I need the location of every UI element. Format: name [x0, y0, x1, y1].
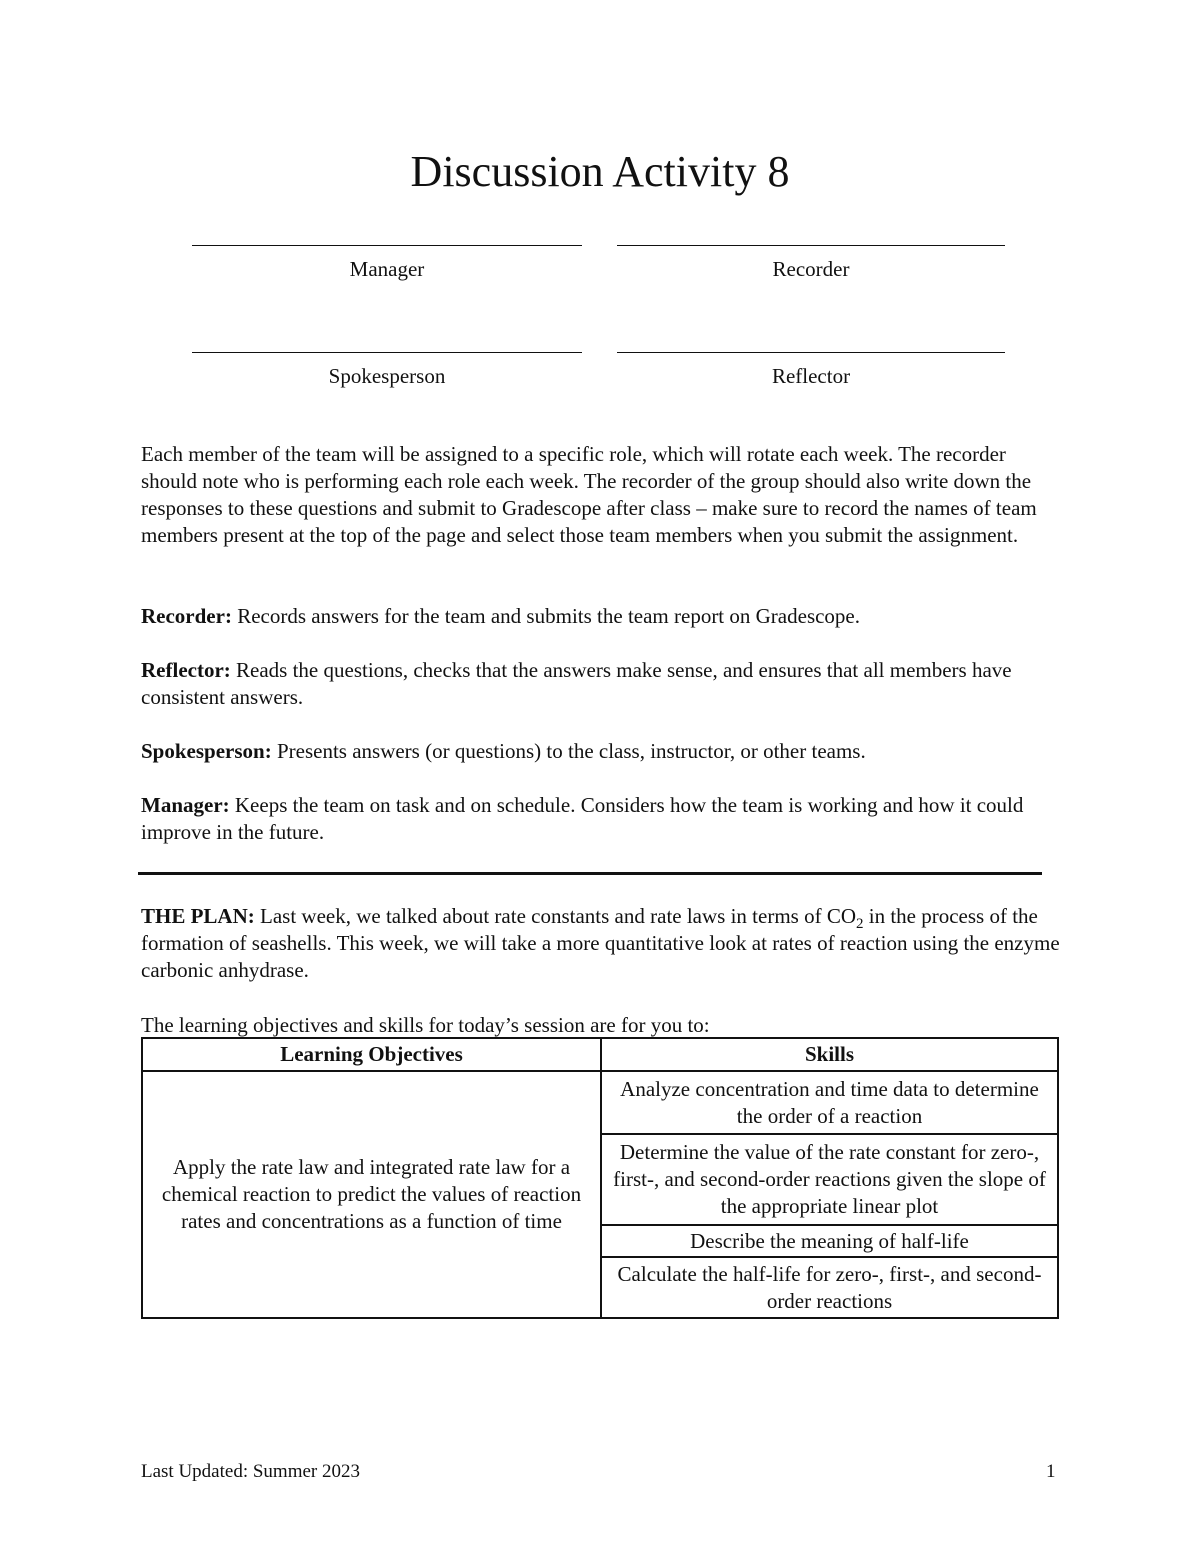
role-name: Manager:: [141, 793, 230, 817]
recorder-signature-line: [617, 245, 1005, 246]
plan-text-end: in the process of the formation of seashells. This week, we will take a more quantitative look at rates of reaction using the enzyme carbonic anhydrase.: [141, 904, 1060, 982]
role-text: Keeps the team on task and on schedule. Considers how the team is working and how it could improve in the future.: [141, 793, 1024, 844]
plan-subscript: 2: [856, 916, 864, 933]
objectives-header: Learning Objectives: [142, 1038, 601, 1071]
spokesperson-signature-line: [192, 352, 582, 353]
skills-header: Skills: [601, 1038, 1058, 1071]
table-header-row: [142, 1038, 1058, 1071]
manager-description: [141, 792, 1066, 846]
skill-cell: Describe the meaning of half-life: [601, 1225, 1058, 1257]
role-text: Presents answers (or questions) to the class, instructor, or other teams.: [271, 739, 866, 763]
spokesperson-description: [141, 738, 1066, 765]
recorder-label: Recorder: [772, 257, 850, 281]
plan-paragraph: [141, 903, 1061, 984]
table-row: [142, 1071, 1058, 1134]
role-text: Records answers for the team and submits the team report on Gradescope.: [231, 604, 861, 628]
role-text: Reads the questions, checks that the answers make sense, and ensures that all members have consistent answers.: [141, 658, 1012, 709]
spokesperson-label: Spokesperson: [328, 364, 446, 388]
reflector-signature-line: [617, 352, 1005, 353]
role-name: Recorder:: [141, 604, 232, 628]
intro-paragraph: Each member of the team will be assigned to a specific role, which will rotate each week. The recorder should note who is performing each role each week. The recorder of the group should also write down the responses to these questions and submit to Gradescope after class – make sure to record the names of team members present at the top of the page and select those team members when you submit the assignment.: [141, 442, 1037, 547]
page-number: 1: [1046, 1461, 1056, 1482]
role-name: Spokesperson:: [141, 739, 272, 763]
reflector-description: [141, 657, 1066, 711]
objective-cell: Apply the rate law and integrated rate law for a chemical reaction to predict the values of reaction rates and concentrations as a function of time: [142, 1071, 601, 1318]
objectives-table: [141, 1037, 1059, 1319]
manager-label: Manager: [349, 257, 425, 281]
manager-signature-line: [192, 245, 582, 246]
reflector-label: Reflector: [771, 364, 851, 388]
recorder-description: [141, 603, 1066, 630]
last-updated: Last Updated: Summer 2023: [141, 1461, 360, 1482]
plan-text: Last week, we talked about rate constants and rate laws in terms of CO: [254, 904, 856, 928]
skill-cell: Calculate the half-life for zero-, first-, and second-order reactions: [601, 1257, 1058, 1318]
page-title: Discussion Activity 8: [410, 147, 790, 196]
section-divider: [138, 872, 1042, 875]
skill-cell: Analyze concentration and time data to determine the order of a reaction: [601, 1071, 1058, 1134]
plan-label: THE PLAN:: [141, 904, 255, 928]
objectives-intro: The learning objectives and skills for today’s session are for you to:: [141, 1013, 710, 1037]
skill-cell: Determine the value of the rate constant for zero-, first-, and second-order reactions given the slope of the appropriate linear plot: [601, 1134, 1058, 1225]
role-name: Reflector:: [141, 658, 231, 682]
